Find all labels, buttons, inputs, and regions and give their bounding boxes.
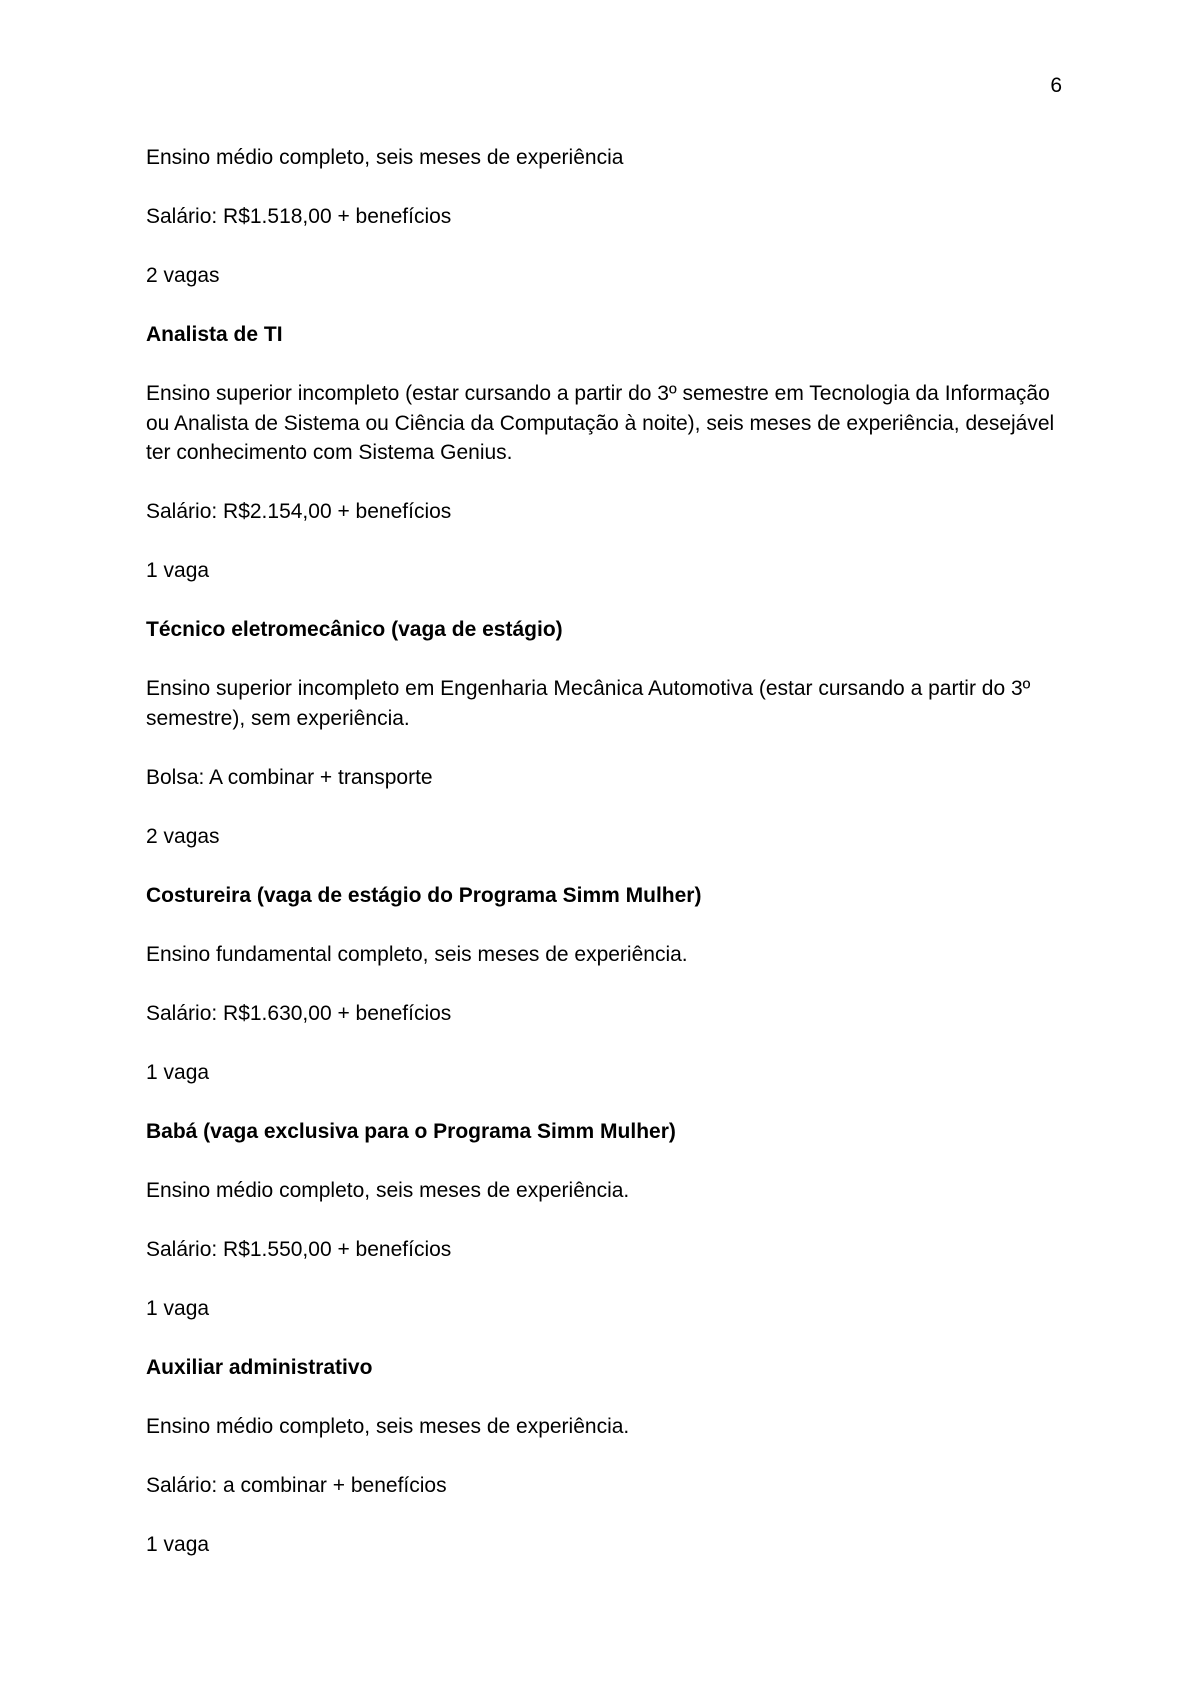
job-title: Técnico eletromecânico (vaga de estágio) xyxy=(146,618,563,641)
job-listing-continued xyxy=(146,143,1066,291)
job-salary: Bolsa: A combinar + transporte xyxy=(146,765,433,789)
job-openings: 1 vaga xyxy=(146,1532,210,1556)
job-salary: Salário: R$1.630,00 + benefícios xyxy=(146,1001,452,1025)
job-listing-costureira xyxy=(146,881,1066,1088)
job-salary: Salário: R$1.550,00 + benefícios xyxy=(146,1237,452,1261)
job-salary: Salário: R$1.518,00 + benefícios xyxy=(146,205,452,228)
job-requirements: Ensino médio completo, seis meses de experiência xyxy=(146,146,624,169)
page-number: 6 xyxy=(1050,74,1062,97)
job-openings: 1 vaga xyxy=(146,1060,210,1084)
job-salary: Salário: a combinar + benefícios xyxy=(146,1473,447,1497)
job-requirements: Ensino médio completo, seis meses de experiência. xyxy=(146,1178,630,1202)
job-requirements: Ensino fundamental completo, seis meses de experiência. xyxy=(146,942,688,966)
job-requirements: Ensino superior incompleto (estar cursando a partir do 3º semestre em Tecnologia da Informação ou Analista de Sistema ou Ciência da Computação à noite), seis meses de experiência, desejável ter conhecimento com Sistema Genius. xyxy=(146,382,1055,464)
job-listing-analista-ti xyxy=(146,320,1066,586)
job-title: Auxiliar administrativo xyxy=(146,1355,373,1379)
job-openings: 2 vagas xyxy=(146,264,220,287)
job-listing-auxiliar-administrativo xyxy=(146,1353,1066,1560)
job-title: Costureira (vaga de estágio do Programa Simm Mulher) xyxy=(146,883,702,907)
job-title: Babá (vaga exclusiva para o Programa Simm Mulher) xyxy=(146,1119,676,1143)
job-listing-baba xyxy=(146,1117,1066,1324)
job-requirements: Ensino médio completo, seis meses de experiência. xyxy=(146,1414,630,1438)
job-openings: 1 vaga xyxy=(146,559,210,582)
document-body xyxy=(146,143,1066,1589)
job-salary: Salário: R$2.154,00 + benefícios xyxy=(146,500,452,523)
job-listing-tecnico-eletromecanico xyxy=(146,615,1066,851)
job-openings: 1 vaga xyxy=(146,1296,210,1320)
job-openings: 2 vagas xyxy=(146,824,220,848)
job-title: Analista de TI xyxy=(146,323,283,346)
job-requirements: Ensino superior incompleto em Engenharia Mecânica Automotiva (estar cursando a partir do 3º semestre), sem experiência. xyxy=(146,677,1031,730)
